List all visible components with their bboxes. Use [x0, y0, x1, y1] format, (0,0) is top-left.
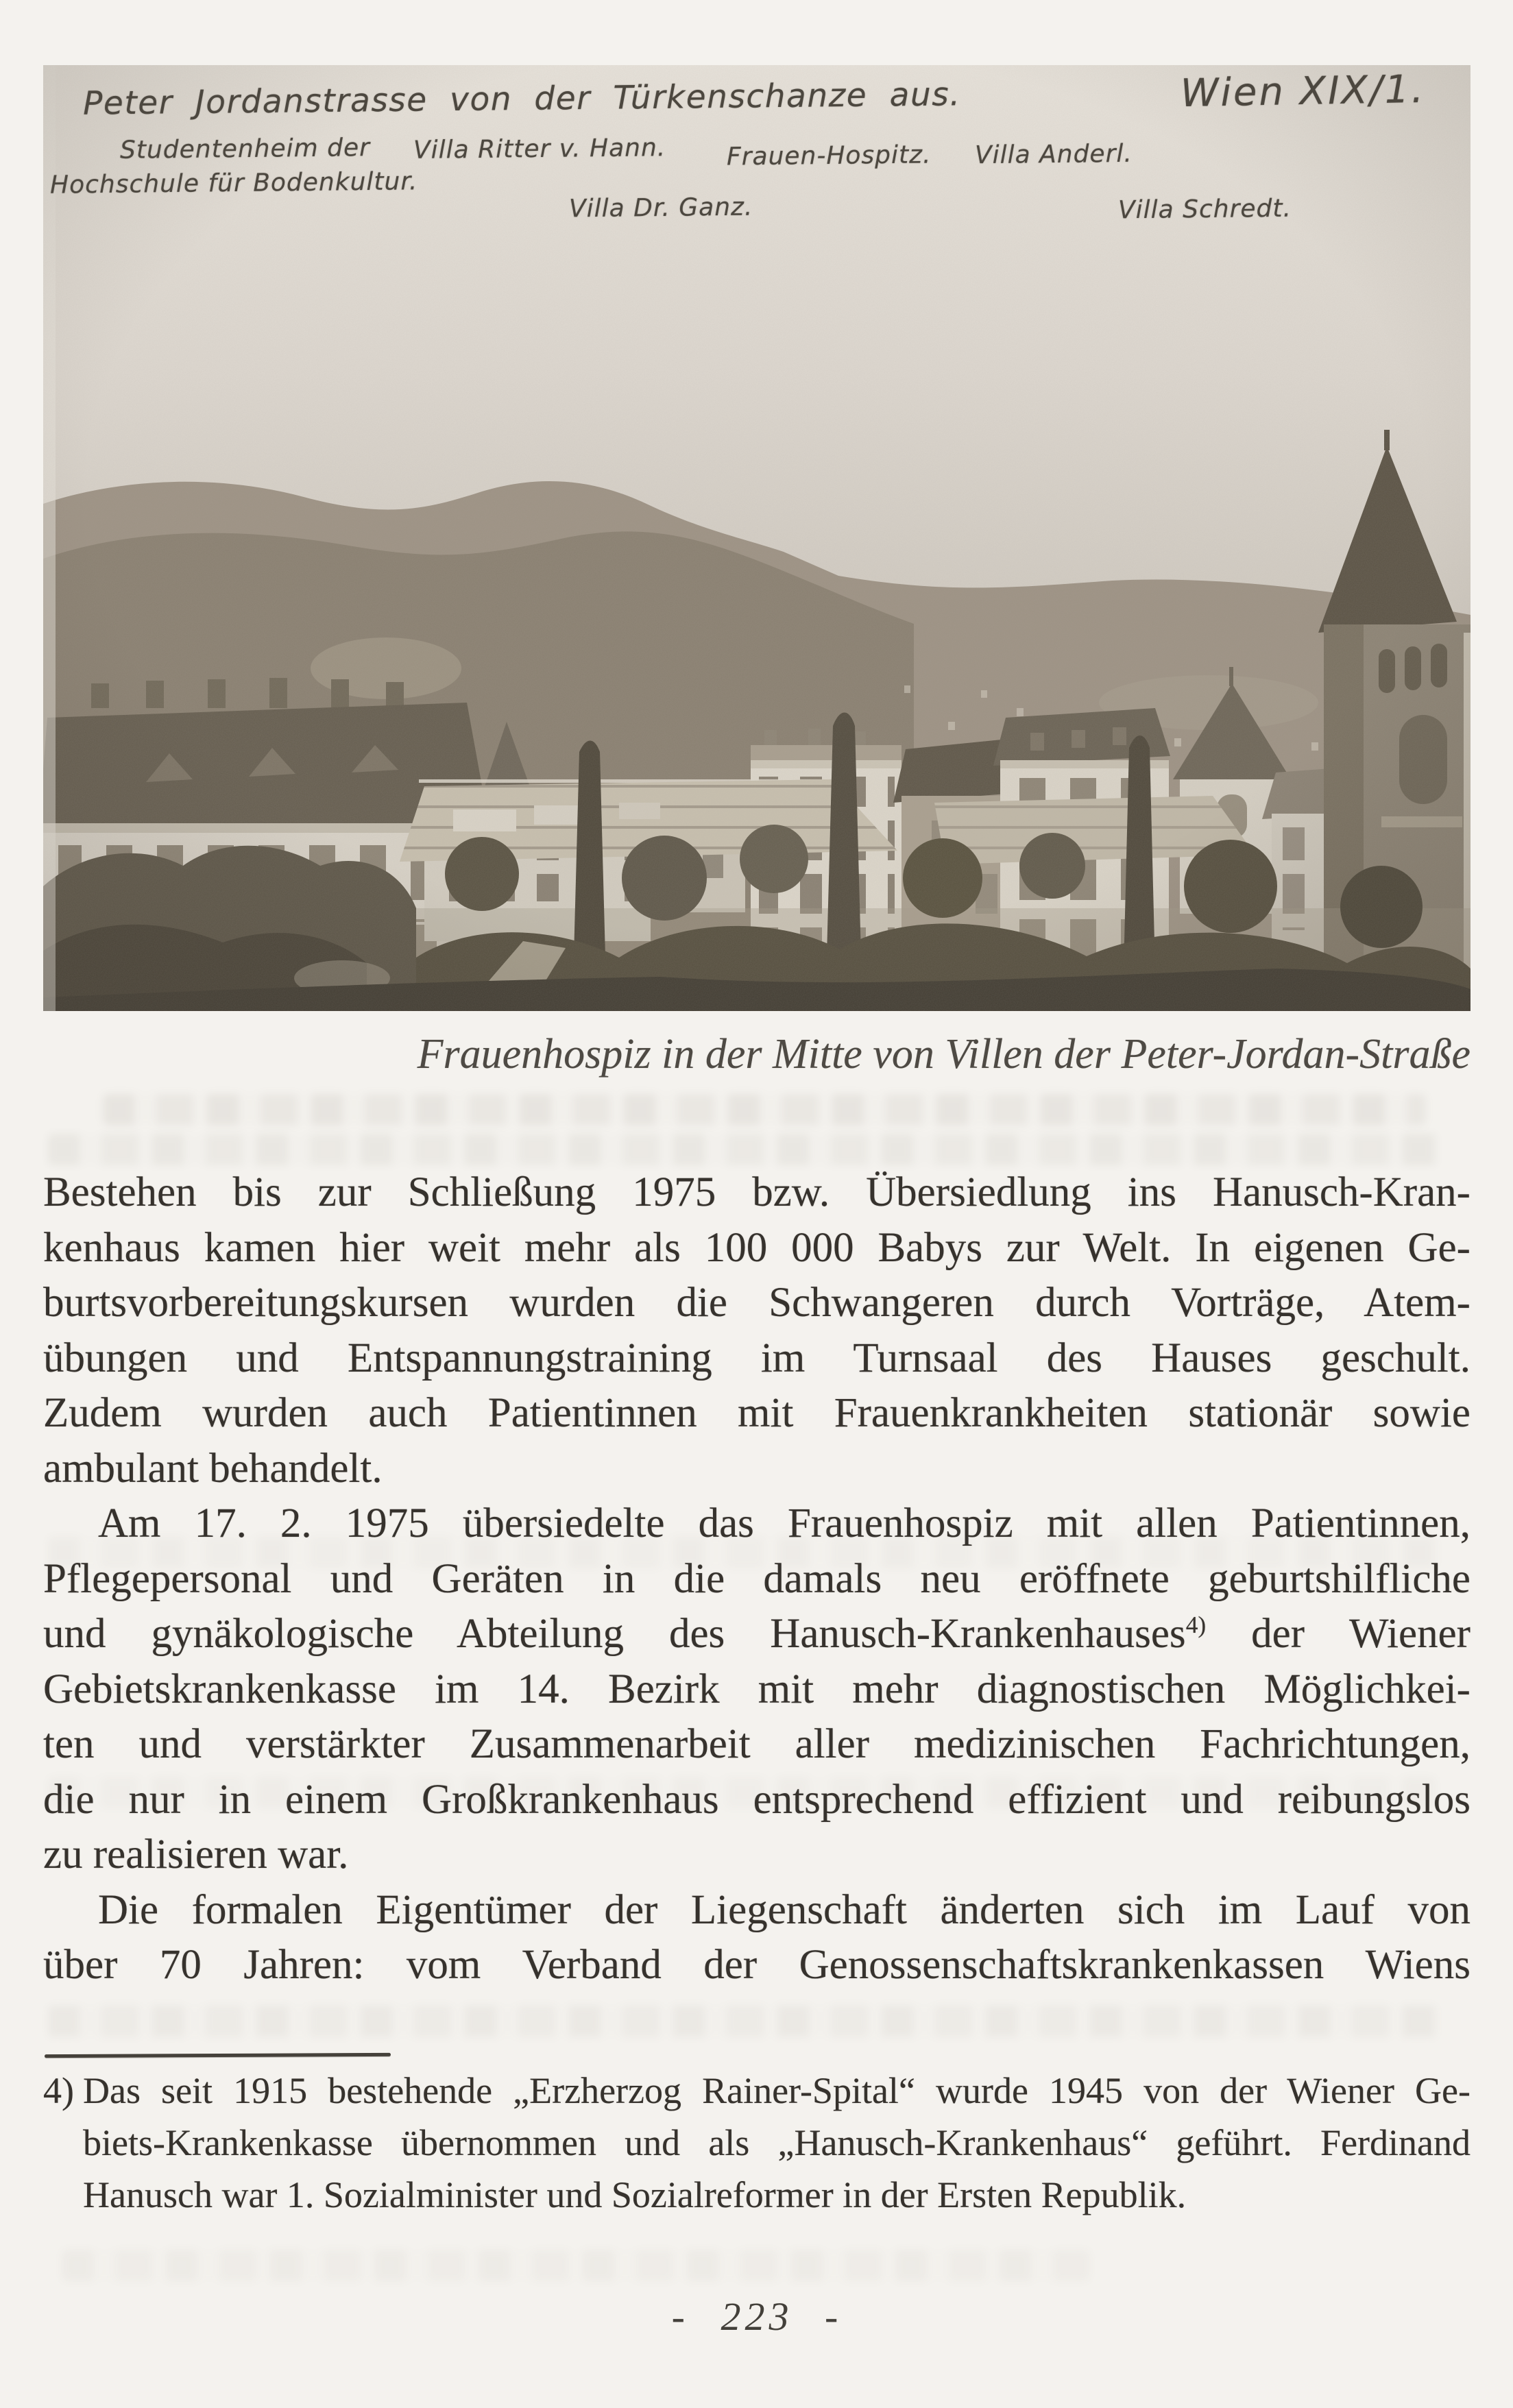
text-segment: der Wiener: [1206, 1611, 1470, 1657]
photo-district-label: Wien XIX/1.: [1180, 66, 1426, 117]
show-through-line: [103, 1094, 1426, 1126]
page-number: - 223 -: [671, 2294, 843, 2339]
historic-photograph: [43, 65, 1470, 1011]
text-line: Pflegepersonal und Geräten in die damals neu eröffnete geburtshilfliche: [43, 1555, 1470, 1602]
photo-label-studentenheim-line2: Hochschule für Bodenkultur.: [49, 167, 418, 199]
text-line: Die formalen Eigentümer der Liegenschaft änderten sich im Lauf von: [98, 1886, 1470, 1933]
photo-label-frauen-hospitz: Frauen-Hospitz.: [726, 141, 932, 171]
text-line: Am 17. 2. 1975 übersiedelte das Frauenhospiz mit allen Patientinnen,: [98, 1500, 1470, 1546]
text-line: Bestehen bis zur Schließung 1975 bzw. Übersiedlung ins Hanusch-Kran-: [43, 1169, 1470, 1215]
text-line: ten und verstärkter Zusammenarbeit aller medizinischen Fachrichtungen,: [43, 1721, 1470, 1767]
body-paragraph-1: [43, 1165, 1470, 1496]
footnote-reference: 4): [1185, 1610, 1207, 1638]
photo-label-villa-ganz: Villa Dr. Ganz.: [568, 193, 753, 223]
footnote: [43, 2065, 1470, 2221]
text-line: [43, 1607, 1470, 1662]
show-through-line: [62, 2250, 1090, 2281]
photo-caption: Frauenhospiz in der Mitte von Villen der Peter-Jordan-Straße: [417, 1031, 1470, 1078]
text-line: Zudem wurden auch Patientinnen mit Frauenkrankheiten stationär sowie: [43, 1390, 1470, 1436]
footnote-line: biets-Krankenkasse übernommen und als „Hanusch-Krankenhaus“ geführt. Ferdinand: [83, 2122, 1470, 2163]
text-line: die nur in einem Großkrankenhaus entsprechend effizient und reibungslos: [43, 1776, 1470, 1823]
text-line: kenhaus kamen hier weit mehr als 100 000 Babys zur Welt. In eigenen Ge-: [43, 1224, 1470, 1271]
photo-label-villa-schredt: Villa Schredt.: [1117, 194, 1292, 225]
text-line: burtsvorbereitungskursen wurden die Schwangeren durch Vorträge, Atem-: [43, 1280, 1470, 1326]
photo-label-villa-anderl: Villa Anderl.: [974, 139, 1133, 170]
footnote-line: Das seit 1915 bestehende „Erzherzog Rainer-Spital“ wurde 1945 von der Wiener Ge-: [83, 2070, 1470, 2111]
show-through-line: [48, 1134, 1440, 1165]
text-line: übungen und Entspannungstraining im Turnsaal des Hauses geschult.: [43, 1335, 1470, 1381]
photo-label-villa-ritter: Villa Ritter v. Hann.: [413, 134, 666, 165]
text-line: Gebietskrankenkasse im 14. Bezirk mit mehr diagnostischen Möglichkei-: [43, 1666, 1470, 1712]
footnote-line: Hanusch war 1. Sozialminister und Sozialreformer in der Ersten Republik.: [83, 2174, 1187, 2215]
text-segment: und gynäkologische Abteilung des Hanusch-Krankenhauses: [43, 1611, 1186, 1657]
footnote-separator: [45, 2053, 391, 2058]
photo-street-title: Peter Jordanstrasse von der Türkenschanze aus.: [82, 75, 961, 123]
show-through-line: [48, 2006, 1440, 2037]
text-line: über 70 Jahren: vom Verband der Genossenschaftskrankenkassen Wiens: [43, 1942, 1470, 1988]
body-paragraph-3: [43, 1883, 1470, 1993]
photo-label-studentenheim-line1: Studentenheim der: [119, 134, 371, 165]
body-paragraph-2: [43, 1496, 1470, 1883]
footnote-marker: 4): [43, 2070, 74, 2111]
text-line: zu realisieren war.: [43, 1832, 349, 1877]
body-text: [43, 1165, 1470, 1993]
text-line: ambulant behandelt.: [43, 1445, 383, 1492]
